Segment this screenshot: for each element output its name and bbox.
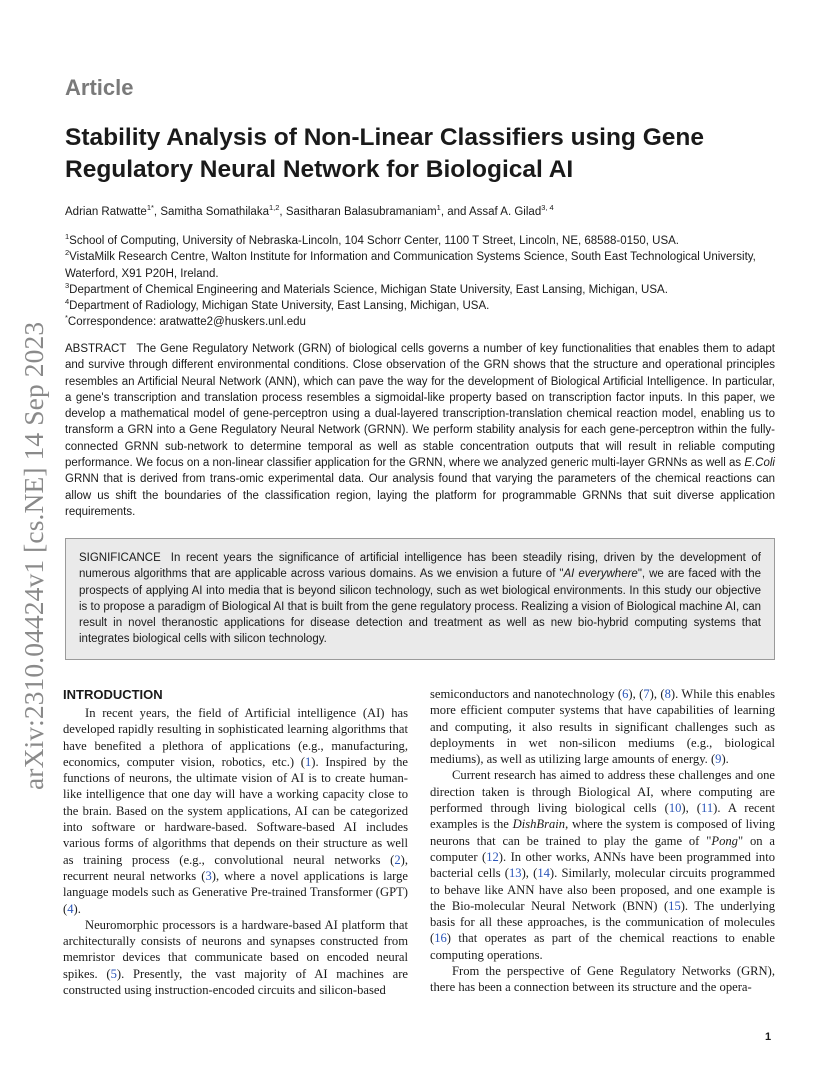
citation-link[interactable]: 11 [701,801,714,816]
significance-label: SIGNIFICANCE [79,552,161,564]
affiliation-line [65,314,785,330]
affiliation-marker: 3 [65,281,70,291]
citation-link[interactable]: 7 [643,687,650,701]
citation-link[interactable]: 12 [486,849,499,864]
citation-link[interactable]: 8 [664,687,671,701]
affiliation-line [65,249,785,282]
author-name: Assaf A. Gilad [468,206,542,218]
intro-paragraph-2: Neuromorphic processors is a hardware-based AI platform that architecturally consists of neurons and synapses constructed from memristor devices that communicate based on encoded neural spikes. (5). Presently, the vast majority of AI machines are constructed using instruction-encoded circuits and silicon-based [63,917,408,998]
citation-link[interactable]: 2 [394,852,401,867]
arxiv-identifier: arXiv:2310.04424v1 [cs.NE] 14 Sep 2023 [18,321,49,790]
significance-box [65,538,775,660]
citation-link[interactable]: 10 [668,801,682,816]
abstract [65,341,775,520]
citation-link[interactable]: 13 [509,866,522,881]
section-heading-introduction: INTRODUCTION [63,687,163,702]
affiliations [65,233,785,331]
significance-text-end: ", we are faced with the prospects of applying AI into media that is beyond silicon technology, such as wet biological environments. In this study our objective is to propose a paradigm of Biological AI that is built from the gene regulatory process. Realizing a vision of Biological machine AI, can result in novel theranostic applications for disease detection and treatment as well as new bio-hybrid computing systems that integrates biological cells with silicon technology. [79,568,761,646]
affiliation-text: VistaMilk Research Centre, Walton Institute for Information and Communication Systems Science, South East Technological University, Waterford, X91 P20H, Ireland. [65,251,756,280]
body-column-left [63,686,408,998]
intro-paragraph-3: semiconductors and nanotechnology (6), (7), (8). While this enables more efficient computer systems that have capabilities of learning and computing, it also results in significant challenges such as deployments in wet non-silicon mediums (e.g., biological mediums), as well as utilizing large amounts of energy. (9). [430,687,775,767]
author-affiliation-marker: 1* [146,203,154,213]
article-label: Article [65,75,134,100]
citation-link[interactable]: 6 [622,687,629,701]
author-name: Sasitharan Balasubramaniam [285,206,437,218]
abstract-text-end: GRNN that is derived from trans-omic experimental data. Our analysis found that varying the parameters of the chemical reactions can allow us shift the boundaries of the classification region, laying the platform for programmable GRNNs that suit diverse application requirements. [65,473,775,518]
affiliation-marker: 2 [65,248,70,258]
affiliation-text: Department of Radiology, Michigan State University, East Lansing, Michigan, USA. [69,300,490,313]
significance-text: In recent years the significance of artificial intelligence has been steadily rising, driven by the development of numerous algorithms that are applicable across various domains. As we envision a future of " [79,552,761,581]
citation-link[interactable]: 14 [537,866,550,881]
page-number: 1 [765,1031,772,1043]
affiliation-text: Correspondence: aratwatte2@huskers.unl.edu [67,316,306,329]
intro-paragraph-4: Current research has aimed to address these challenges and one direction taken is through Biological AI, where computing are performed through living biological cells (10), (11). A recent examples is the DishBrain, where the system is composed of living neurons that can be trained to play the game of "Pong" on a computer (12). In other works, ANNs have been programmed into bacterial cells (13), (14). Similarly, molecular circuits programmed to behave like ANN have also been proposed, and one example is the Bio-molecular Neural Network (BNN) (15). The underlying basis for all these approaches, is the communication of molecules (16) that operates as part of the chemical reactions to enable computing operations. [430,768,776,962]
significance-italic: AI everywhere [563,568,638,581]
author-affiliation-marker: 3, 4 [541,203,554,213]
intro-paragraph-1: In recent years, the field of Artificial intelligence (AI) has developed rapidly resulting in sophisticated learning algorithms that have benefited a plethora of applications (e.g., manufacturing, economics, computer vision, robotics, etc.) (1). Inspired by the functions of neurons, the ultimate vision of AI is to create human-like intelligence that one day will have a working capacity close to the brain. Based on the system applications, AI can be categorized into software or hardware-based. Software-based AI includes various forms of algorithms that depends on their structure as well as training process (e.g., convolutional neural networks (2), recurrent neural networks (3), where a novel applications is large language models such as Generative Pre-trained Transformer (GPT) (4). [63,706,409,916]
citation-link[interactable]: 16 [434,931,447,946]
citation-link[interactable]: 15 [668,898,681,913]
abstract-italic: E.Coli [744,457,775,470]
affiliation-marker: 4 [65,297,70,307]
author-name: Samitha Somathilaka [160,206,269,218]
abstract-text: The Gene Regulatory Network (GRN) of biological cells governs a number of key functionalities that enables them to adapt and survive through different environmental conditions. Close observation of the GRN shows that the structure and operational principles resembles an Artificial Neural Network (ANN), which can pave the way for the development of Biological Artificial Intelligence. In particular, a gene's transcription and translation process resembles a sigmoidal-like property based on transcription factor inputs. In this paper, we develop a mathematical model of gene-perceptron using a dual-layered transcription-translation chemical reaction model, enabling us to transform a GRN into a Gene Regulatory Neural Network (GRNN). We perform stability analysis for each gene-perceptron within the fully-connected GRNN sub-network to determine temporal as well as stable concentration outputs that will result in reliable computing performance. We focus on a non-linear classifier application for the GRNN, where we analyzed generic multi-layer GRNNs as well as [65,343,775,470]
affiliation-marker: * [65,313,68,323]
italic-term: Pong [711,833,738,848]
affiliation-line [65,298,785,314]
citation-link[interactable]: 1 [304,754,312,769]
author-affiliation-marker: 1,2 [268,203,280,213]
affiliation-text: Department of Chemical Engineering and Materials Science, Michigan State University, East Lansing, Michigan, USA. [69,283,668,296]
body-column-right [430,686,775,996]
affiliation-text: School of Computing, University of Nebraska-Lincoln, 104 Schorr Center, 1100 T Street, Lincoln, NE, 68588-0150, USA. [69,235,680,247]
citation-link[interactable]: 3 [205,868,212,883]
affiliation-line [65,282,785,298]
citation-link[interactable]: 9 [715,752,722,767]
intro-paragraph-5: From the perspective of Gene Regulatory Networks (GRN), there has been a connection between its structure and the opera- [430,964,775,995]
affiliation-line [65,233,785,249]
paper-title: Stability Analysis of Non-Linear Classifiers using Gene Regulatory Neural Network for Biological AI [65,124,704,183]
author-name: Adrian Ratwatte [65,206,147,218]
affiliation-marker: 1 [65,232,70,242]
italic-term: DishBrain [512,817,566,832]
citation-link[interactable]: 5 [110,966,117,981]
author-affiliation-marker: 1 [436,203,441,213]
author-list: Adrian Ratwatte$^{1*}$, Samitha Somathilaka$^{1,2}$, Sasitharan Balasubramaniam$^1$, and Assaf A. Gilad$^{3, 4}$ [65,203,554,218]
abstract-label: ABSTRACT [65,343,127,355]
citation-link[interactable]: 4 [67,901,74,916]
